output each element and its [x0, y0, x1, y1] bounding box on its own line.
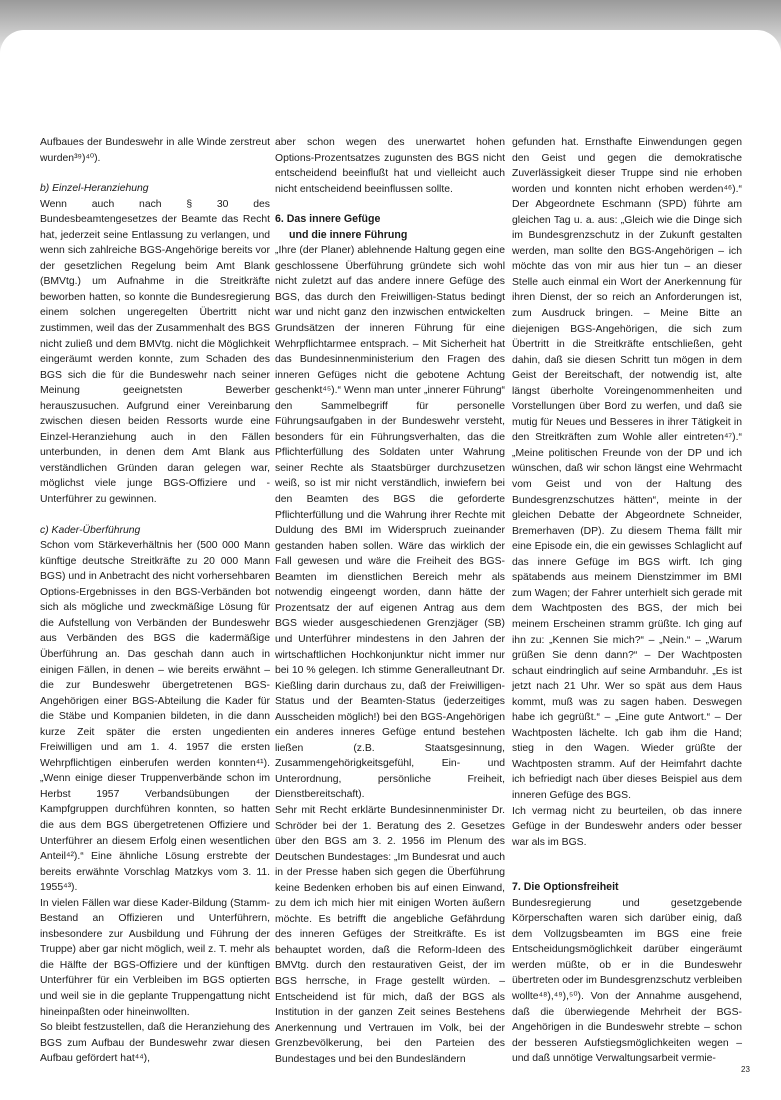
body-paragraph: Sehr mit Recht erklärte Bundesinnenminister Dr. Schröder bei der 1. Beratung des 2. Gesetzes über den BGS am 3. 2. 1956 im Plenum des Deutschen Bundestages: „Im Bundesrat und auch in der Presse haben sich gegen die Überführung keine Bedenken erhoben bis auf einen Einwand, zu dem ich mich hier mit einigen Worten äußern möchte. Es betrifft die angebliche Gefährdung des inneren Gefüges der Streitkräfte. Es ist behauptet worden, daß die Reform-Ideen des BMVtg. durch den restaurativen Geist, der im BGS herrsche, in Frage gestellt würden. – Entscheidend ist für mich, daß der BGS als Institution in der ganzen Zeit seines Bestehens Anerkennung und Vertrauen im Volk, bei der Grenzbevölkerung, bei den Parteien des Bundestages und bei den Bundesländern [275, 804, 505, 1065]
body-paragraph: Wenn auch nach § 30 des Bundesbeamtengesetzes der Beamte das Recht hat, jederzeit seine Entlassung zu verlangen, und wenn sich zahlreiche BGS-Angehörige bereits vor der gesetzlichen Regelung beim Amt Blank (BMVtg.) um Aufnahme in die Streitkräfte beworben hatten, so konnte die Bundesregierung einem solchen ungeregelten Übertritt nicht zustimmen, weil das der Zusammenhalt des BGS nicht zuließ und dem BMVtg. nicht die Möglichkeit eingeräumt werden konnte, zum Schaden des BGS sich die für die Bundeswehr nach seiner Meinung geeignetsten Bewerber herauszusuchen. Aufgrund einer Vereinbarung zwischen diesen beiden Ressorts wurde eine Einzel-Heranziehung auch in den Fällen unterbunden, in denen dem Amt Blank aus verständlichen Gründen daran gelegen war, möglichst viele junge BGS-Offiziere und -Unterführer zu gewinnen. [40, 198, 270, 506]
body-paragraph: Schon vom Stärkeverhältnis her (500 000 Mann künftige deutsche Streitkräfte zu 20 000 Mann BGS) und in Anbetracht des nicht vorhersehbaren Options-Ergebnisses in den BGS-Verbänden bot sich als mögliche und zweckmäßige Lösung für die Aufstellung von Verbänden der Bundeswehr aus Verbänden des BGS die kadermäßige Überführung an. Das geschah dann auch in einigen Fällen, in denen – wie bereits erwähnt – die zur Bundeswehr übergetretenen BGS-Angehörigen einer BGS-Abteilung die Kader für die Stäbe und Kompanien bildeten, in die dann kurze Zeit später die ersten ungedienten Freiwilligen und am 1. 4. 1957 die ersten Wehrpflichtigen einberufen werden konnten⁴¹). „Wenn einige dieser Truppenverbände schon im Herbst 1957 Verbandsübungen der Kampfgruppen durchführen konnten, so hatten die aus dem BGS übergetretenen Offiziere und Unterführer an diesem Erfolg einen wesentlichen Anteil⁴²).“ Eine ähnliche Lösung erstrebte der bereits erwähnte Vorschlag Matzkys vom 3. 11. 1955⁴³). [40, 540, 270, 894]
paragraph-spacer [40, 508, 270, 523]
page-top-edge [0, 0, 781, 58]
subsection-heading: c) Kader-Überführung [40, 524, 141, 536]
subsection-heading: b) Einzel-Heranziehung [40, 183, 149, 195]
body-paragraph: So bleibt festzustellen, daß die Heranziehung des BGS zum Aufbau der Bundeswehr zwar diesen Aufbau gefördert hat⁴⁴), [40, 1022, 270, 1065]
body-paragraph: gefunden hat. Ernsthafte Einwendungen gegen den Geist und gegen die demokratische Zuverlässigkeit dieser Truppe sind nie erhoben worden und konnten nicht erhoben werden⁴⁶).“ Der Abgeordnete Eschmann (SPD) führte am gleichen Tag u. a. aus: „Gleich wie die Dinge sich im Bundesgrenzschutz in der Zukunft gestalten werden, man sollte den BGS-Angehörigen – ich möchte das von mir aus hier tun – an dieser Stelle auch einmal ein Wort der Anerkennung für ihren Dienst, der so reich an Anforderungen ist, zum Ausdruck bringen. – Meine Bitte an diejenigen BGS-Angehörigen, die sich zum Übertritt in die Streitkräfte entschließen, geht dahin, daß sie diesen Schritt tun mögen in dem Geist der Bereitschaft, der notwendig ist, alte längst überholte Voreingenommenheiten und Vorstellungen über Bord zu werfen, und daß sie mutig für Neues und Besseres in ihrer Tätigkeit in den Streitkräften zum Wohle aller eintreten⁴⁷).“ „Meine politischen Freunde von der DP und ich wünschen, daß wir schon längst eine Wehrmacht vom Geist und von der Haltung des Bundesgrenzschutzes hätten“, meinte in der gleichen Debatte der Abgeordnete Schneider, Bremerhaven (DP). Zu diesem Thema fällt mir eine Episode ein, die ein gewisses Schlaglicht auf das innere Gefüge im BGS wirft. Ich ging spätabends aus meinem Dienstzimmer im BMI zum Wagen; der Fahrer unterhielt sich gerade mit dem Wachtposten des BGS, der mich bei meinem Erscheinen stramm grüßte. Ich ging auf ihn zu: „Kennen Sie mich?“ – „Nein.“ – „Warum grüßen Sie denn dann?“ – Der Wachtposten schaut eindringlich auf seine Armbanduhr. „Es ist jetzt nach 21 Uhr. Wer so spät aus dem Haus kommt, muß was zu sagen haben. Deswegen habe ich gegrüßt.“ – „Eine gute Antwort.“ – Der Wachtposten lächelte. Ich gab ihm die Hand; stieg in den Wagen. Wieder grüßte der Wachtposten stramm. Auf der Heimfahrt dachte ich befriedigt nach über dieses Beispiel aus dem inneren Gefüge des BGS. [512, 137, 742, 801]
body-paragraph: Aufbaues der Bundeswehr in alle Winde zerstreut wurden³⁹)⁴⁰). [40, 137, 270, 164]
section-heading-line: und die innere Führung [289, 228, 408, 241]
body-paragraph: Ich vermag nicht zu beurteilen, ob das innere Gefüge in der Bundeswehr anders oder besser war als im BGS. [512, 805, 742, 848]
paragraph-spacer [512, 865, 742, 880]
paragraph-spacer [40, 166, 270, 181]
text-column-3 [512, 135, 742, 1067]
paragraph-spacer [275, 197, 505, 212]
body-paragraph: Bundesregierung und gesetzgebende Körperschaften waren sich darüber einig, daß dem Vollzugsbeamten im BGS eine freie Entscheidungsmöglichkeit darüber eingeräumt werden müßte, ob er in die Bundeswehr übertreten oder im Bundesgrenzschutz verbleiben wollte⁴⁸),⁴⁹),⁵⁰). Von der Annahme ausgehend, daß die überwiegende Mehrheit der BGS-Angehörigen in die Bundeswehr strebte – schon der besseren Aufstiegsmöglichkeiten wegen – und daß unnötige Verwaltungsarbeit vermie- [512, 897, 742, 1065]
section-heading [512, 880, 742, 896]
paragraph-spacer [512, 850, 742, 865]
section-heading-line: 7. Die Optionsfreiheit [512, 881, 619, 894]
page-number: 23 [741, 1065, 750, 1074]
section-heading [275, 212, 505, 243]
text-column-2 [275, 135, 505, 1067]
text-column-1 [40, 135, 270, 1067]
section-heading-line: 6. Das innere Gefüge [275, 213, 381, 226]
body-paragraph: „Ihre (der Planer) ablehnende Haltung gegen eine geschlossene Überführung gründete sich wohl nicht zuletzt auf das andere innere Gefüge des BGS, das durch den Freiwilligen-Status bedingt war und nicht ganz den inzwischen entwickelten Grundsätzen der inneren Führung für eine Wehrpflichtarmee entsprach. – Mit Sicherheit hat das Bundesinnenministerium den Fragen des inneren Gefüges nicht die gebotene Achtung geschenkt⁴⁵).“ Wenn man unter „innerer Führung“ den Sammelbegriff für personelle Führungsaufgaben in der Bundeswehr versteht, besonders für ein Führungsverhalten, das die Pflichterfüllung des Soldaten unter Wahrung seiner Rechte als Staatsbürger durchzusetzen weiß, so ist mir nicht verständlich, inwiefern bei den Beamten des BGS die geforderte Pflichterfüllung und die Wahrung ihrer Rechte mit Duldung des BMI im Widerspruch zueinander gestanden haben sollen. Wäre das wirklich der Fall gewesen und wäre die Freiheit des BGS-Beamten im dienstlichen Bereich mehr als notwendig eingeengt worden, dann hätte der Prozentsatz der auf eigenen Antrag aus dem BGS wieder ausgeschiedenen Grenzjäger (SB) und Unterführer mindestens in den Jahren der wirtschaftlichen Hochkonjunktur nicht immer nur bei 10 % gelegen. Ich stimme Generalleutnant Dr. Kießling darin durchaus zu, daß der Freiwilligen-Status und der Beamten-Status (jederzeitiges Ausscheiden möglich!) bei den BGS-Angehörigen ein anderes inneres Gefüge entund bestehen ließen (z.B. Staatsgesinnung, Zusammengehörigkeitsgefühl, Ein- und Unterordnung, persönliche Freiheit, Dienstbereitschaft). [275, 245, 505, 801]
body-paragraph: In vielen Fällen war diese Kader-Bildung (Stamm-Bestand an Offizieren und Unterführern, insbesondere zur Ausbildung und Führung der Truppe) aber gar nicht möglich, weil z. T. mehr als die Hälfte der BGS-Offiziere und der künftigen Unterführer für ein Verbleiben im BGS optierten und weil sie in die geplante Truppengattung nicht hineinpaßten oder hineinwollten. [40, 897, 270, 1018]
body-paragraph: aber schon wegen des unerwartet hohen Options-Prozentsatzes zugunsten des BGS nicht entscheidend beeinflußt hat und vielleicht auch nicht entscheidend beeinflussen sollte. [275, 137, 505, 195]
